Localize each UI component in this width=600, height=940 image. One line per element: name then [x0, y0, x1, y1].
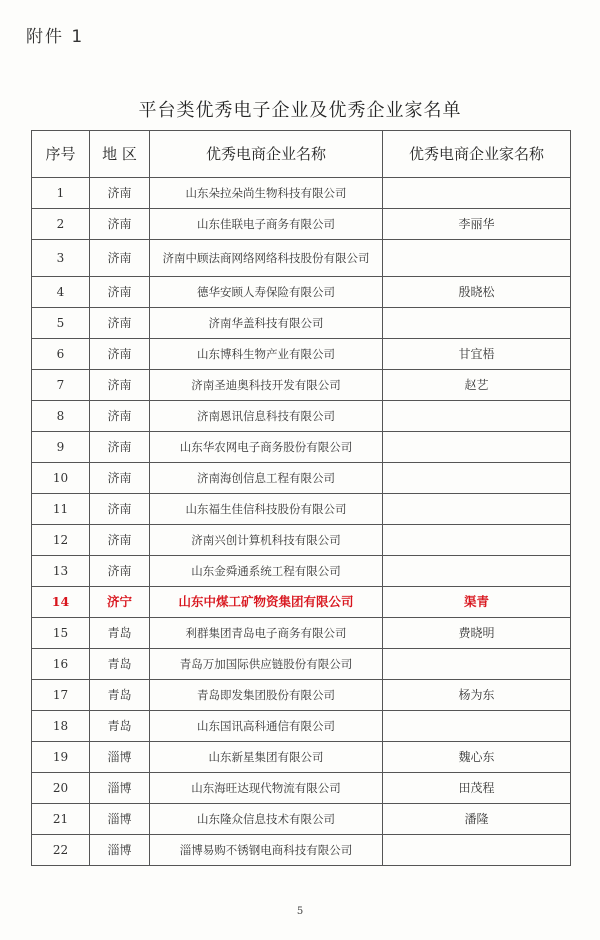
- cell-entrepreneur: 甘宜梧: [383, 339, 571, 370]
- column-header-company: 优秀电商企业名称: [150, 131, 383, 178]
- cell-entrepreneur: 渠青: [383, 587, 571, 618]
- cell-entrepreneur: [383, 494, 571, 525]
- cell-no: 2: [32, 209, 90, 240]
- cell-entrepreneur: 赵艺: [383, 370, 571, 401]
- cell-company: 济南圣迪奥科技开发有限公司: [150, 370, 383, 401]
- cell-no: 5: [32, 308, 90, 339]
- table-row: [32, 240, 571, 277]
- cell-region: 淄博: [90, 804, 150, 835]
- table-row: [32, 804, 571, 835]
- cell-no: 8: [32, 401, 90, 432]
- cell-company: 山东中煤工矿物资集团有限公司: [150, 587, 383, 618]
- cell-no: 6: [32, 339, 90, 370]
- cell-company: 青岛即发集团股份有限公司: [150, 680, 383, 711]
- cell-entrepreneur: [383, 178, 571, 209]
- table-header-row: [32, 131, 571, 178]
- cell-no: 11: [32, 494, 90, 525]
- cell-entrepreneur: 魏心东: [383, 742, 571, 773]
- cell-region: 济南: [90, 277, 150, 308]
- cell-region: 青岛: [90, 649, 150, 680]
- cell-entrepreneur: 田茂程: [383, 773, 571, 804]
- table-row: [32, 835, 571, 866]
- cell-region: 淄博: [90, 773, 150, 804]
- cell-entrepreneur: 潘隆: [383, 804, 571, 835]
- cell-region: 济南: [90, 370, 150, 401]
- column-header-no: 序号: [32, 131, 90, 178]
- table-row: [32, 178, 571, 209]
- cell-no: 22: [32, 835, 90, 866]
- cell-entrepreneur: [383, 711, 571, 742]
- cell-no: 12: [32, 525, 90, 556]
- cell-entrepreneur: [383, 463, 571, 494]
- cell-no: 3: [32, 240, 90, 277]
- cell-region: 济南: [90, 308, 150, 339]
- cell-entrepreneur: 李丽华: [383, 209, 571, 240]
- table-row: [32, 711, 571, 742]
- cell-region: 青岛: [90, 711, 150, 742]
- cell-region: 济南: [90, 525, 150, 556]
- cell-no: 18: [32, 711, 90, 742]
- cell-company: 山东华农网电子商务股份有限公司: [150, 432, 383, 463]
- cell-no: 7: [32, 370, 90, 401]
- table-row: [32, 525, 571, 556]
- cell-region: 济南: [90, 339, 150, 370]
- table-row: [32, 209, 571, 240]
- cell-entrepreneur: [383, 649, 571, 680]
- table-row: [32, 773, 571, 804]
- cell-company: 淄博易购不锈钢电商科技有限公司: [150, 835, 383, 866]
- cell-company: 青岛万加国际供应链股份有限公司: [150, 649, 383, 680]
- cell-company: 山东金舜通系统工程有限公司: [150, 556, 383, 587]
- table-row: [32, 463, 571, 494]
- cell-no: 15: [32, 618, 90, 649]
- table-body: [32, 178, 571, 866]
- table-row: [32, 370, 571, 401]
- cell-no: 4: [32, 277, 90, 308]
- cell-no: 17: [32, 680, 90, 711]
- cell-company: 济南华盖科技有限公司: [150, 308, 383, 339]
- award-list-table: [31, 130, 571, 866]
- cell-region: 济南: [90, 401, 150, 432]
- cell-company: 山东隆众信息技术有限公司: [150, 804, 383, 835]
- cell-no: 13: [32, 556, 90, 587]
- column-header-region: 地 区: [90, 131, 150, 178]
- cell-entrepreneur: [383, 401, 571, 432]
- cell-company: 利群集团青岛电子商务有限公司: [150, 618, 383, 649]
- cell-company: 山东新星集团有限公司: [150, 742, 383, 773]
- table-row: [32, 742, 571, 773]
- cell-region: 济南: [90, 209, 150, 240]
- cell-region: 济宁: [90, 587, 150, 618]
- cell-no: 9: [32, 432, 90, 463]
- cell-company: 德华安顾人寿保险有限公司: [150, 277, 383, 308]
- cell-entrepreneur: [383, 240, 571, 277]
- cell-company: 济南中顾法商网络网络科技股份有限公司: [150, 240, 383, 277]
- table-row: [32, 308, 571, 339]
- cell-no: 16: [32, 649, 90, 680]
- cell-entrepreneur: [383, 556, 571, 587]
- cell-company: 山东海旺达现代物流有限公司: [150, 773, 383, 804]
- cell-company: 山东博科生物产业有限公司: [150, 339, 383, 370]
- table-row: [32, 339, 571, 370]
- cell-entrepreneur: [383, 432, 571, 463]
- cell-entrepreneur: [383, 525, 571, 556]
- cell-region: 济南: [90, 556, 150, 587]
- cell-no: 14: [32, 587, 90, 618]
- cell-no: 10: [32, 463, 90, 494]
- cell-company: 山东佳联电子商务有限公司: [150, 209, 383, 240]
- table-row: [32, 680, 571, 711]
- cell-entrepreneur: 殷晓松: [383, 277, 571, 308]
- cell-entrepreneur: [383, 308, 571, 339]
- table-row: [32, 432, 571, 463]
- table-row: [32, 618, 571, 649]
- cell-region: 济南: [90, 463, 150, 494]
- column-header-entrepreneur: 优秀电商企业家名称: [383, 131, 571, 178]
- cell-no: 19: [32, 742, 90, 773]
- cell-region: 济南: [90, 178, 150, 209]
- cell-entrepreneur: 杨为东: [383, 680, 571, 711]
- cell-region: 济南: [90, 432, 150, 463]
- cell-company: 山东朵拉朵尚生物科技有限公司: [150, 178, 383, 209]
- cell-region: 济南: [90, 494, 150, 525]
- cell-no: 20: [32, 773, 90, 804]
- table-row: [32, 587, 571, 618]
- cell-region: 淄博: [90, 742, 150, 773]
- cell-region: 淄博: [90, 835, 150, 866]
- attachment-label: 附件 1: [26, 27, 85, 47]
- document-title: 平台类优秀电子企业及优秀企业家名单: [138, 100, 462, 121]
- cell-region: 青岛: [90, 680, 150, 711]
- cell-company: 济南兴创计算机科技有限公司: [150, 525, 383, 556]
- cell-company: 山东福生佳信科技股份有限公司: [150, 494, 383, 525]
- cell-company: 济南海创信息工程有限公司: [150, 463, 383, 494]
- table-row: [32, 401, 571, 432]
- cell-no: 1: [32, 178, 90, 209]
- table-row: [32, 494, 571, 525]
- cell-entrepreneur: 费晓明: [383, 618, 571, 649]
- cell-no: 21: [32, 804, 90, 835]
- cell-company: 济南恩讯信息科技有限公司: [150, 401, 383, 432]
- table-row: [32, 649, 571, 680]
- cell-company: 山东国讯高科通信有限公司: [150, 711, 383, 742]
- table-row: [32, 277, 571, 308]
- page-number: 5: [296, 906, 304, 917]
- cell-region: 济南: [90, 240, 150, 277]
- cell-region: 青岛: [90, 618, 150, 649]
- cell-entrepreneur: [383, 835, 571, 866]
- table-row: [32, 556, 571, 587]
